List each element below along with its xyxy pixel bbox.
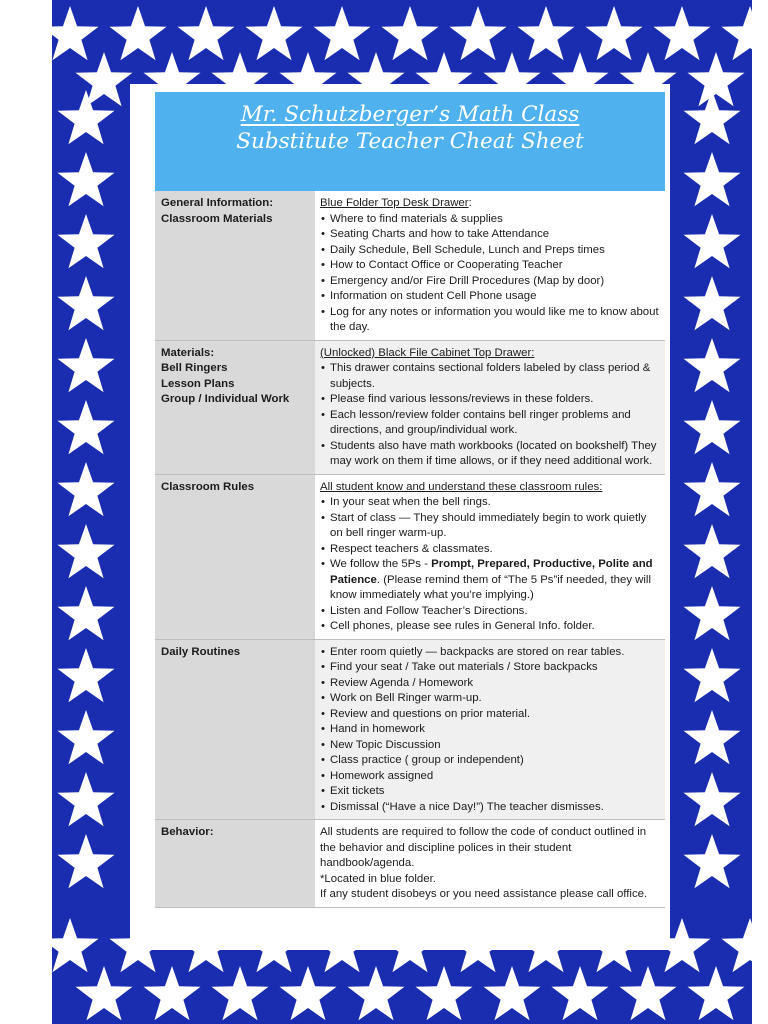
label-line: Lesson Plans — [161, 377, 235, 390]
star-icon — [722, 6, 753, 60]
list-item: • Listen and Follow Teacher’s Directions. — [320, 604, 661, 620]
star-icon — [348, 966, 405, 1020]
list-item: • How to Contact Office or Cooperating Teacher — [320, 258, 661, 274]
row-content-daily-routines — [315, 639, 665, 820]
star-icon — [684, 772, 741, 826]
list-item: • This drawer contains sectional folders labeled by class period & subjects. — [320, 361, 661, 392]
cheat-sheet — [155, 92, 665, 908]
list-item: • Find your seat / Take out materials / Store backpacks — [320, 660, 661, 676]
row-label-behavior — [155, 820, 315, 908]
list-item: • Enter room quietly — backpacks are stored on rear tables. — [320, 645, 661, 661]
row-label-general-information — [155, 191, 315, 340]
row-content-materials — [315, 340, 665, 474]
star-icon — [246, 6, 303, 60]
star-icon — [416, 966, 473, 1020]
list-item: • Respect teachers & classmates. — [320, 542, 661, 558]
star-icon — [684, 152, 741, 206]
star-icon — [52, 6, 99, 60]
list-item: • Dismissal (“Have a nice Day!”) The teacher dismisses. — [320, 800, 661, 816]
star-icon — [684, 276, 741, 330]
star-icon — [688, 966, 745, 1020]
star-icon — [110, 6, 167, 60]
table-row — [155, 639, 665, 820]
star-icon — [684, 214, 741, 268]
sheet-header — [155, 92, 665, 191]
paragraph: All students are required to follow the code of conduct outlined in the behavior and discipline polices in their student handbook/agenda. — [320, 826, 647, 869]
list-item: • We follow the 5Ps - Prompt, Prepared, Productive, Polite and Patience. (Please remind them of “The 5 Ps”if needed, they will know immediately what you’re implying.) — [320, 557, 661, 604]
sheet-subtitle: Substitute Teacher Cheat Sheet — [236, 128, 584, 154]
label-line: Daily Routines — [161, 645, 241, 658]
star-icon — [684, 586, 741, 640]
table-row — [155, 820, 665, 908]
list-item: • Please find various lessons/reviews in these folders. — [320, 392, 661, 408]
star-icon — [178, 6, 235, 60]
star-icon — [620, 966, 677, 1020]
star-icon — [58, 586, 115, 640]
star-icon — [688, 52, 745, 106]
row-label-materials — [155, 340, 315, 474]
section-heading: All student know and understand these classroom rules: — [320, 480, 603, 493]
star-icon — [58, 524, 115, 578]
list-item: • Students also have math workbooks (located on bookshelf) They may work on them if time allows, or if they need additional work. — [320, 439, 661, 470]
star-icon — [58, 710, 115, 764]
list-item: • Review Agenda / Homework — [320, 676, 661, 692]
label-line: General Information: — [161, 197, 274, 209]
star-icon — [382, 6, 439, 60]
star-icon — [684, 524, 741, 578]
list-item: • Cell phones, please see rules in General Info. folder. — [320, 619, 661, 635]
bullet-list — [320, 361, 661, 470]
sheet-title: Mr. Schutzberger’s Math Class — [240, 102, 580, 127]
star-icon — [76, 966, 133, 1020]
table-row — [155, 191, 665, 340]
row-label-classroom-rules — [155, 474, 315, 639]
list-item: • Daily Schedule, Bell Schedule, Lunch and Preps times — [320, 243, 661, 259]
table-row — [155, 340, 665, 474]
five-ps-emphasis: Prompt, Prepared, Productive, Polite and Patience — [330, 558, 653, 586]
star-icon — [58, 772, 115, 826]
bullet-list — [320, 212, 661, 336]
list-item: • Emergency and/or Fire Drill Procedures (Map by door) — [320, 274, 661, 290]
list-item: • Log for any notes or information you would like me to know about the day. — [320, 305, 661, 336]
list-item: • In your seat when the bell rings. — [320, 495, 661, 511]
list-item: • New Topic Discussion — [320, 738, 661, 754]
list-item: • Seating Charts and how to take Attendance — [320, 227, 661, 243]
star-icon — [684, 834, 741, 888]
row-content-behavior — [315, 820, 665, 908]
row-content-classroom-rules — [315, 474, 665, 639]
row-label-daily-routines — [155, 639, 315, 820]
star-icon — [58, 648, 115, 702]
star-icon — [58, 338, 115, 392]
list-item: • Review and questions on prior material. — [320, 707, 661, 723]
paragraph: If any student disobeys or you need assistance please call office. — [320, 888, 648, 900]
list-item: • Exit tickets — [320, 784, 661, 800]
list-item: • Start of class — They should immediately begin to work quietly on bell ringer warm-up. — [320, 511, 661, 542]
star-icon — [586, 6, 643, 60]
paragraph: *Located in blue folder. — [320, 872, 436, 885]
list-item: • Homework assigned — [320, 769, 661, 785]
list-item: • Work on Bell Ringer warm-up. — [320, 691, 661, 707]
star-icon — [58, 834, 115, 888]
info-table — [155, 191, 665, 908]
star-icon — [58, 214, 115, 268]
star-icon — [280, 966, 337, 1020]
label-line: Behavior: — [161, 826, 214, 838]
star-icon — [144, 966, 201, 1020]
star-icon — [518, 6, 575, 60]
star-icon — [684, 338, 741, 392]
label-line: Bell Ringers — [161, 362, 228, 374]
star-icon — [654, 6, 711, 60]
star-icon — [552, 966, 609, 1020]
star-icon — [722, 918, 753, 972]
star-icon — [684, 710, 741, 764]
star-icon — [684, 648, 741, 702]
star-icon — [58, 152, 115, 206]
label-line: Materials: — [161, 346, 215, 359]
row-content-general-information — [315, 191, 665, 340]
section-heading: (Unlocked) Black File Cabinet Top Drawer: — [320, 346, 535, 359]
star-icon — [450, 6, 507, 60]
label-line: Classroom Rules — [161, 480, 255, 493]
label-line: Classroom Materials — [161, 212, 273, 225]
star-icon — [684, 462, 741, 516]
star-icon — [684, 90, 741, 144]
star-icon — [684, 400, 741, 454]
star-icon — [58, 276, 115, 330]
bullet-list — [320, 645, 661, 816]
list-item: • Information on student Cell Phone usage — [320, 289, 661, 305]
list-item: • Each lesson/review folder contains bell ringer problems and directions, and group/individual work. — [320, 408, 661, 439]
star-icon — [58, 462, 115, 516]
star-icon — [484, 966, 541, 1020]
label-line: Group / Individual Work — [161, 393, 290, 405]
table-row — [155, 474, 665, 639]
star-icon — [58, 90, 115, 144]
list-item: • Where to find materials & supplies — [320, 212, 661, 228]
list-item: • Class practice ( group or independent) — [320, 753, 661, 769]
star-icon — [52, 918, 99, 972]
star-icon — [314, 6, 371, 60]
bullet-list — [320, 495, 661, 635]
star-icon — [58, 400, 115, 454]
star-icon — [212, 966, 269, 1020]
list-item: • Hand in homework — [320, 722, 661, 738]
section-heading: Blue Folder Top Desk Drawer: — [320, 197, 472, 209]
